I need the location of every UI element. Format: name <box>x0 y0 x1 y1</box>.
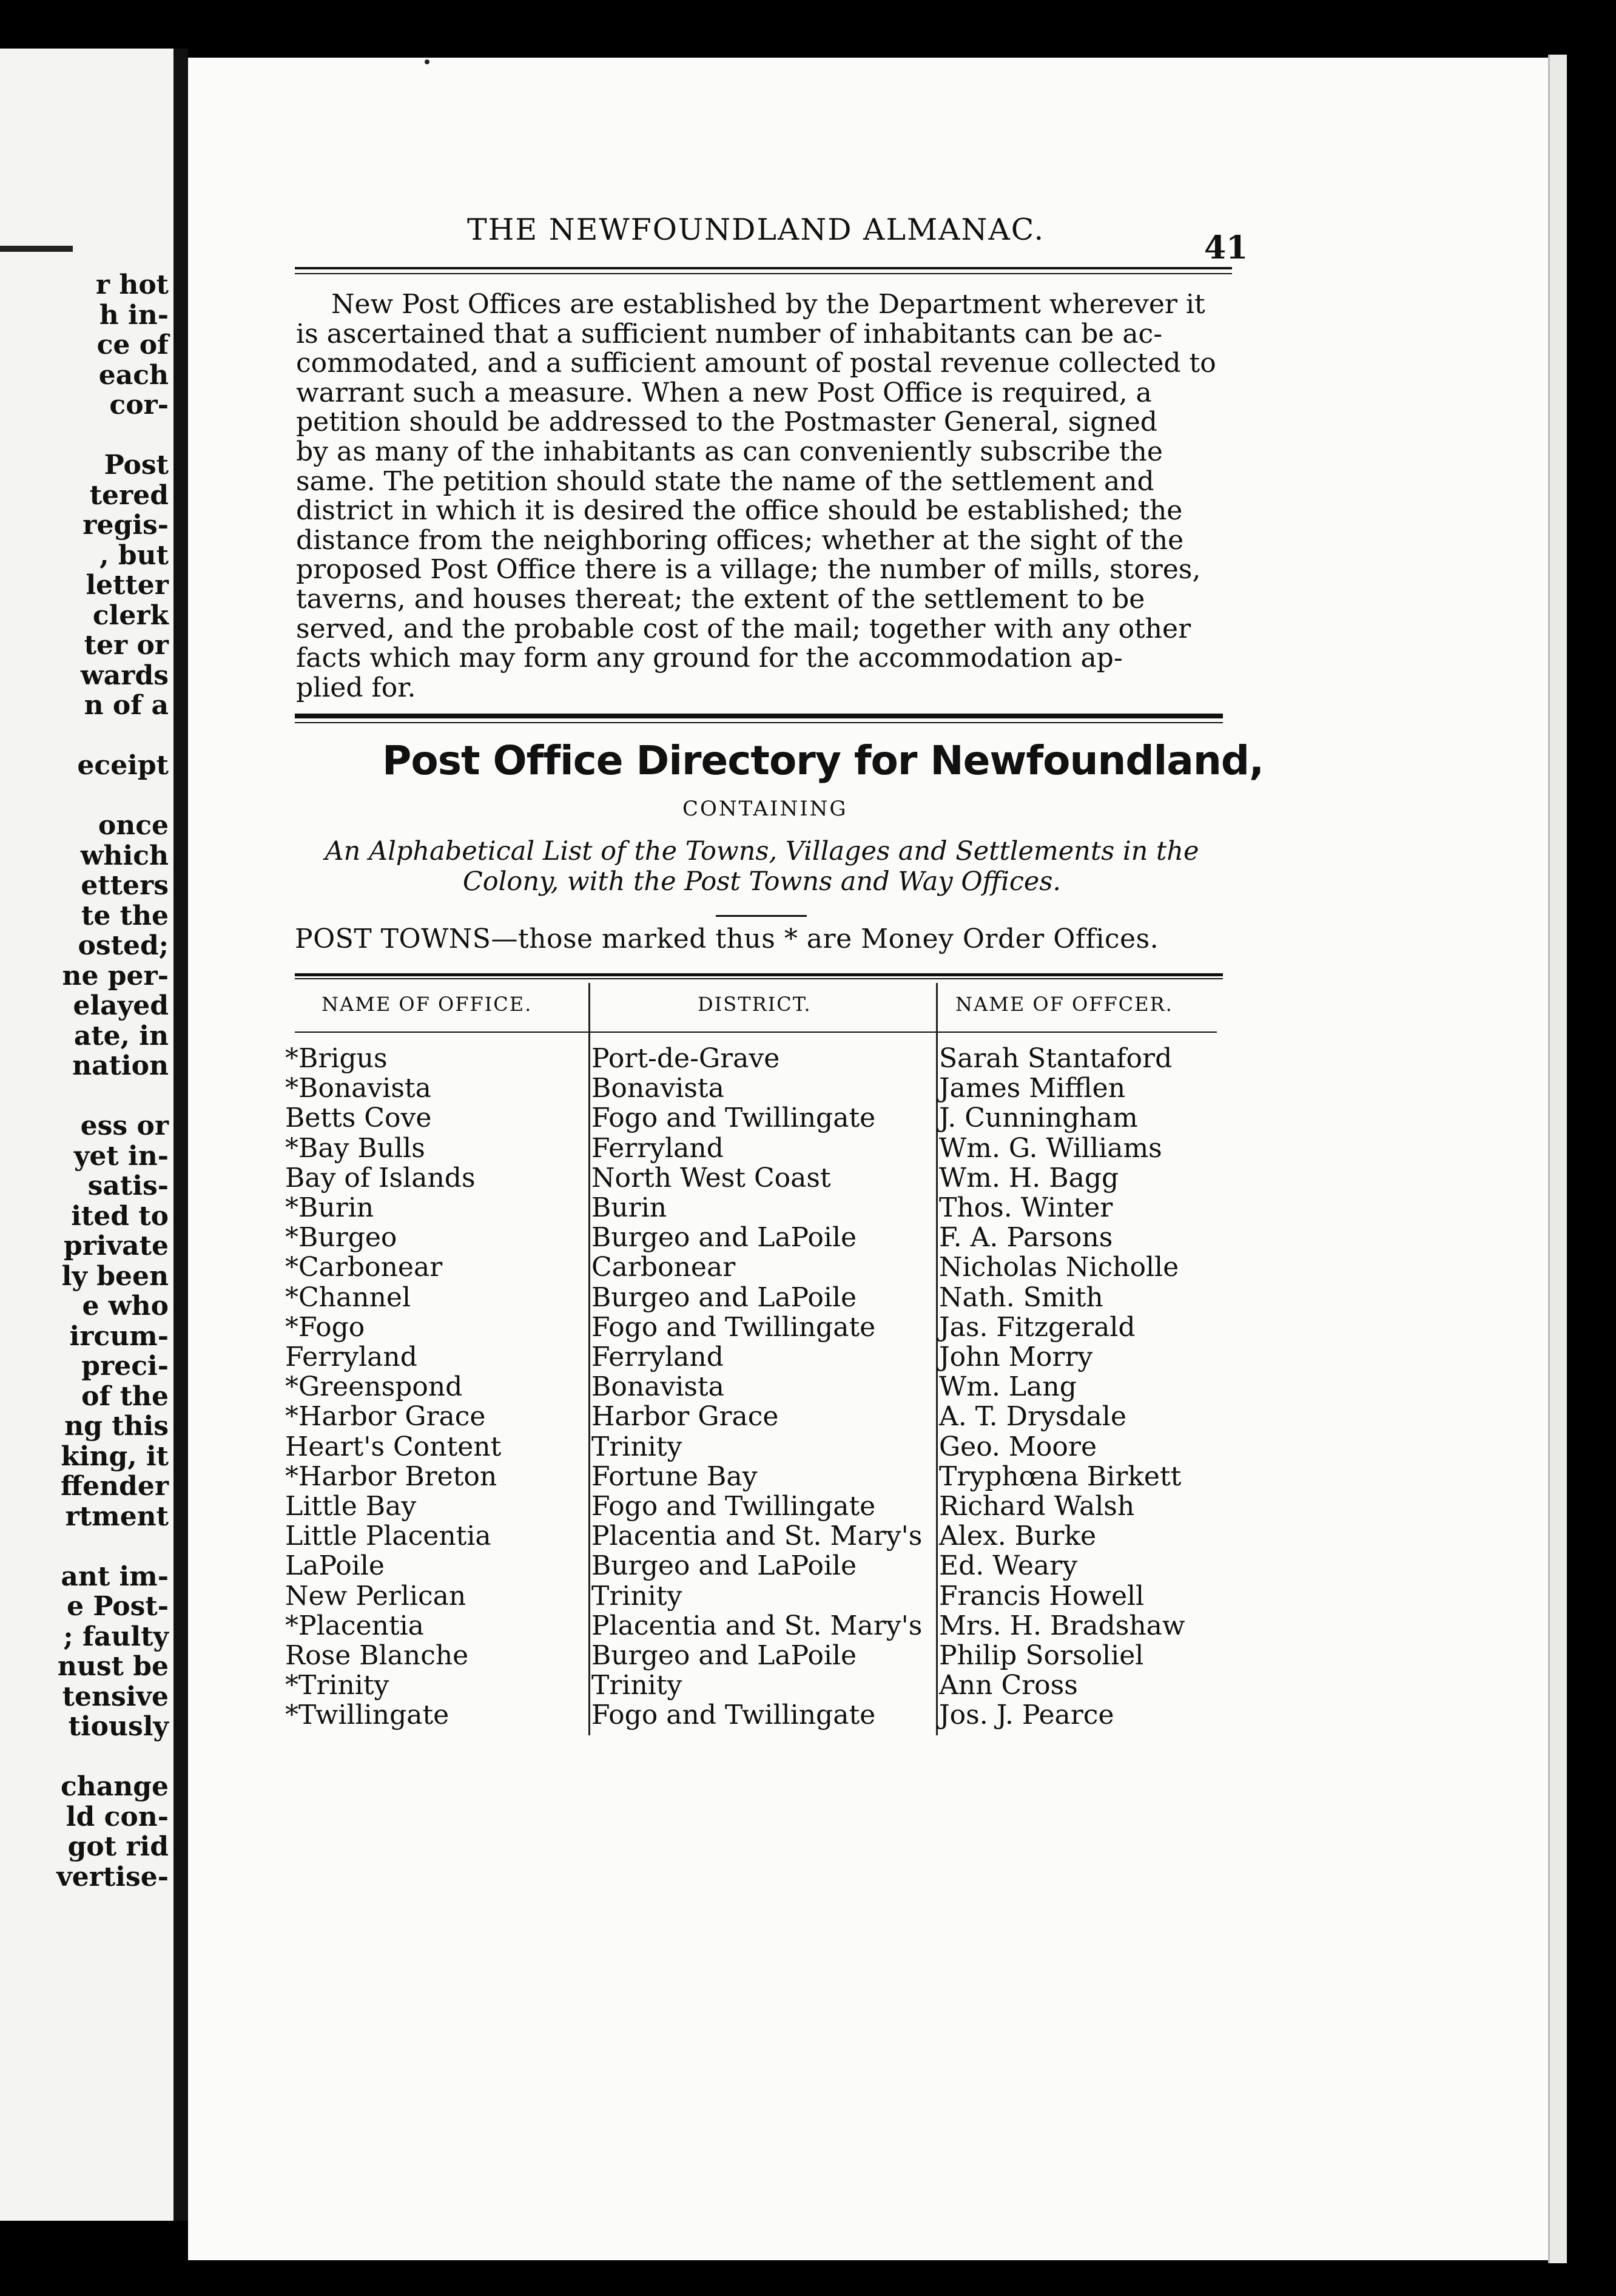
officer-name-cell: Alex. Burke <box>939 1521 1097 1552</box>
left-page-line: letter <box>86 570 169 601</box>
district-cell: Fortune Bay <box>591 1460 758 1492</box>
left-page-line: etters <box>81 870 169 901</box>
subtitle-line-1: An Alphabetical List of the Towns, Villages and Settlements in the <box>325 836 1199 866</box>
office-name-cell: Betts Cove <box>285 1102 432 1134</box>
left-page-line: ng this <box>64 1411 169 1442</box>
district-cell: Fogo and Twillingate <box>591 1102 876 1134</box>
left-page-line: which <box>80 840 169 871</box>
post-towns-note: POST TOWNS—those marked thus * are Money Order Offices. <box>295 923 1159 954</box>
left-page-line: once <box>98 810 169 841</box>
officer-name-cell: Geo. Moore <box>939 1431 1097 1462</box>
left-page-line: change <box>60 1771 169 1802</box>
officer-name-cell: Ed. Weary <box>939 1550 1078 1582</box>
left-page-line: ce of <box>96 329 169 360</box>
column-divider-2 <box>936 983 938 1735</box>
left-page-line: vertise- <box>56 1861 169 1893</box>
paragraph-line: New Post Offices are established by the Department wherever it <box>331 289 1205 320</box>
left-page-line: ate, in <box>73 1020 169 1052</box>
district-cell: Burgeo and LaPoile <box>591 1640 857 1671</box>
head-rule-top <box>295 267 1232 269</box>
officer-name-cell: A. T. Drysdale <box>939 1401 1126 1433</box>
district-cell: Carbonear <box>591 1252 736 1283</box>
left-page-line: ; faulty <box>63 1621 169 1652</box>
paragraph-line: served, and the probable cost of the mail; together with any other <box>296 613 1191 644</box>
paragraph-line: commodated, and a sufficient amount of postal revenue collected to <box>296 348 1216 379</box>
left-page-line: preci- <box>81 1351 169 1382</box>
officer-name-cell: Tryphœna Birkett <box>939 1460 1182 1492</box>
subtitle-line-2: Colony, with the Post Towns and Way Offices. <box>462 866 1062 897</box>
left-page-line: each <box>98 359 169 391</box>
directory-subtitle <box>295 836 1229 897</box>
page-number: 41 <box>1204 229 1248 266</box>
district-cell: Placentia and St. Mary's <box>591 1610 923 1641</box>
district-cell: North West Coast <box>591 1162 831 1194</box>
column-divider-1 <box>588 983 590 1735</box>
left-page-line: ant im- <box>61 1561 169 1592</box>
section-rule-thick <box>295 714 1223 718</box>
left-page-line: te the <box>81 900 169 931</box>
paragraph-line: taverns, and houses thereat; the extent of the settlement to be <box>296 583 1145 615</box>
left-page-line: tiously <box>68 1711 169 1742</box>
office-name-cell: *Carbonear <box>285 1252 443 1283</box>
office-name-cell: *Harbor Grace <box>285 1401 486 1433</box>
office-name-cell: *Channel <box>285 1281 411 1313</box>
officer-name-cell: F. A. Parsons <box>939 1222 1113 1254</box>
officer-name-cell: James Mifflen <box>939 1073 1126 1104</box>
table-rule-top-thin <box>295 978 1223 979</box>
left-page-line: king, it <box>61 1440 169 1472</box>
office-name-cell: *Greenspond <box>285 1371 463 1403</box>
page-edge <box>1548 55 1567 2263</box>
left-page-line: of the <box>81 1380 169 1412</box>
left-page-line: ffender <box>60 1471 169 1502</box>
office-name-cell: Little Placentia <box>285 1521 491 1552</box>
left-page-line: ne per- <box>62 960 169 991</box>
running-head: THE NEWFOUNDLAND ALMANAC. <box>467 212 1045 247</box>
left-page-line: yet in- <box>73 1140 169 1172</box>
district-cell: Ferryland <box>591 1342 724 1373</box>
left-page-line: ter or <box>84 630 169 661</box>
district-cell: Harbor Grace <box>591 1401 779 1433</box>
district-cell: Burin <box>591 1192 667 1223</box>
table-rule-top <box>295 973 1223 976</box>
paragraph-line: distance from the neighboring offices; whether at the sight of the <box>296 524 1184 556</box>
header-name-of-officer: NAME OF OFFCER. <box>955 993 1173 1016</box>
left-page-line: clerk <box>92 599 169 631</box>
district-cell: Fogo and Twillingate <box>591 1700 876 1731</box>
left-page-line: cor- <box>109 390 169 420</box>
left-page-line: ld con- <box>66 1801 169 1832</box>
district-cell: Bonavista <box>591 1073 724 1104</box>
paragraph-line: facts which may form any ground for the accommodation ap- <box>296 643 1123 674</box>
left-page-line: private <box>63 1231 169 1261</box>
district-cell: Burgeo and LaPoile <box>591 1550 857 1582</box>
office-name-cell: *Bay Bulls <box>285 1132 425 1164</box>
officer-name-cell: Wm. G. Williams <box>939 1132 1162 1164</box>
officer-name-cell: Mrs. H. Bradshaw <box>939 1610 1185 1641</box>
left-page-line: e Post- <box>67 1591 169 1622</box>
left-page-line: e who <box>82 1291 169 1322</box>
district-cell: Fogo and Twillingate <box>591 1491 876 1522</box>
short-rule <box>716 915 807 917</box>
office-name-cell: *Fogo <box>285 1311 365 1343</box>
office-name-cell: Little Bay <box>285 1491 417 1522</box>
district-cell: Burgeo and LaPoile <box>591 1222 857 1254</box>
officer-name-cell: Nicholas Nicholle <box>939 1252 1179 1283</box>
directory-title: Post Office Directory for Newfoundland, <box>382 737 1264 784</box>
left-page-line: , but <box>99 539 169 571</box>
officer-name-cell: J. Cunningham <box>939 1102 1138 1134</box>
office-name-cell: *Trinity <box>285 1670 389 1701</box>
left-page-line: h in- <box>99 299 169 331</box>
office-name-cell: *Harbor Breton <box>285 1460 497 1492</box>
officer-name-cell: Sarah Stantaford <box>939 1043 1173 1074</box>
paragraph-line: warrant such a measure. When a new Post Office is required, a <box>296 377 1152 408</box>
officer-name-cell: Richard Walsh <box>939 1491 1135 1522</box>
district-cell: Burgeo and LaPoile <box>591 1281 857 1313</box>
left-page-line: wards <box>80 660 169 691</box>
officer-name-cell: Nath. Smith <box>939 1281 1103 1313</box>
left-page-line: ircum- <box>69 1320 169 1352</box>
district-cell: Bonavista <box>591 1371 724 1403</box>
district-cell: Port-de-Grave <box>591 1043 780 1074</box>
left-page-line: r hot <box>95 269 169 300</box>
paragraph-line: petition should be addressed to the Postmaster General, signed <box>296 407 1157 438</box>
office-name-cell: Heart's Content <box>285 1431 502 1462</box>
left-page-line: tered <box>89 479 169 511</box>
office-name-cell: *Brigus <box>285 1043 388 1074</box>
officer-name-cell: Jas. Fitzgerald <box>939 1311 1136 1343</box>
office-name-cell: *Bonavista <box>285 1073 431 1104</box>
officer-name-cell: John Morry <box>939 1342 1093 1373</box>
officer-name-cell: Wm. Lang <box>939 1371 1077 1403</box>
left-page-line: tensive <box>62 1681 169 1712</box>
officer-name-cell: Philip Sorsoliel <box>939 1640 1144 1671</box>
directory-containing: CONTAINING <box>682 797 848 821</box>
left-page-line: ess or <box>80 1110 169 1141</box>
book-spine <box>173 49 188 2221</box>
district-cell: Placentia and St. Mary's <box>591 1521 923 1552</box>
left-page-line: elayed <box>73 990 169 1021</box>
officer-name-cell: Thos. Winter <box>939 1192 1113 1223</box>
left-page-line: ited to <box>71 1200 169 1232</box>
district-cell: Trinity <box>591 1431 682 1462</box>
district-cell: Trinity <box>591 1580 682 1612</box>
office-name-cell: *Burgeo <box>285 1222 397 1254</box>
office-name-cell: New Perlican <box>285 1580 466 1612</box>
officer-name-cell: Francis Howell <box>939 1580 1145 1612</box>
header-district: DISTRICT. <box>698 993 812 1016</box>
office-name-cell: *Twillingate <box>285 1700 449 1731</box>
paragraph-line: proposed Post Office there is a village; the number of mills, stores, <box>296 554 1201 586</box>
head-rule-bottom <box>295 273 1232 274</box>
paragraph-line: plied for. <box>296 672 416 703</box>
office-name-cell: Rose Blanche <box>285 1640 469 1671</box>
left-page-line: ly been <box>61 1260 169 1292</box>
left-page-line: nust be <box>57 1651 169 1682</box>
office-name-cell: LaPoile <box>285 1550 385 1582</box>
paragraph-line: same. The petition should state the name of the settlement and <box>296 465 1154 497</box>
office-name-cell: *Burin <box>285 1192 374 1223</box>
left-page-fragment <box>0 49 173 2221</box>
officer-name-cell: Ann Cross <box>939 1670 1078 1701</box>
header-rule <box>295 1032 1217 1033</box>
office-name-cell: Ferryland <box>285 1342 417 1373</box>
left-page-line: osted; <box>78 930 169 961</box>
left-page-line: Post <box>104 450 169 481</box>
left-page-line: satis- <box>87 1170 169 1201</box>
paragraph-line: by as many of the inhabitants as can conveniently subscribe the <box>296 436 1163 467</box>
header-name-of-office: NAME OF OFFICE. <box>322 993 533 1016</box>
left-page-line: regis- <box>82 510 169 541</box>
officer-name-cell: Wm. H. Bagg <box>939 1162 1119 1194</box>
left-page-line: got rid <box>67 1831 169 1862</box>
left-page-line: n of a <box>84 690 169 721</box>
office-name-cell: Bay of Islands <box>285 1162 476 1194</box>
post-office-paragraph <box>296 290 1230 703</box>
left-page-line: nation <box>72 1050 169 1081</box>
office-name-cell: *Placentia <box>285 1610 424 1641</box>
page-speck <box>425 59 429 64</box>
paragraph-line: is ascertained that a sufficient number of inhabitants can be ac- <box>296 318 1163 349</box>
district-cell: Ferryland <box>591 1132 724 1164</box>
district-cell: Trinity <box>591 1670 682 1701</box>
district-cell: Fogo and Twillingate <box>591 1311 876 1343</box>
paragraph-line: district in which it is desired the office should be established; the <box>296 495 1183 527</box>
left-page-line: eceipt <box>77 750 169 781</box>
section-rule-thin <box>295 722 1223 723</box>
officer-name-cell: Jos. J. Pearce <box>939 1700 1114 1731</box>
left-page-line: rtment <box>65 1501 169 1532</box>
left-page-rule <box>0 246 73 252</box>
